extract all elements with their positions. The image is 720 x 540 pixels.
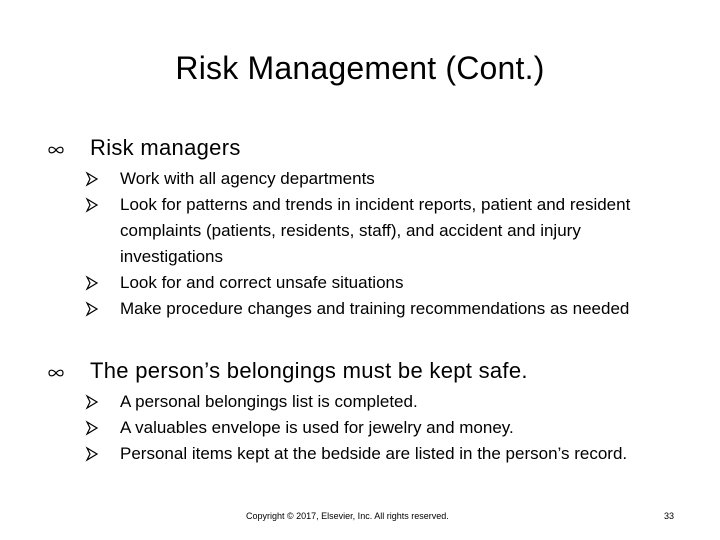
list-item (120, 192, 660, 270)
list-item (120, 166, 660, 192)
section-1-list (120, 166, 660, 322)
infinity-bullet-icon (46, 367, 66, 379)
arrowhead-bullet-icon (85, 420, 99, 436)
list-item-text: Work with all agency departments (120, 169, 375, 188)
arrowhead-bullet-icon (85, 394, 99, 410)
arrowhead-bullet-icon (85, 275, 99, 291)
list-item-text: Make procedure changes and training recommendations as needed (120, 299, 630, 318)
section-heading: The person’s belongings must be kept safe. (90, 358, 528, 383)
list-item (120, 415, 660, 441)
slide-title: Risk Management (Cont.) (175, 50, 545, 86)
list-item (120, 270, 660, 296)
list-item-text: A valuables envelope is used for jewelry and money. (120, 418, 514, 437)
section-heading: Risk managers (90, 135, 241, 160)
section-2-list (120, 389, 660, 467)
arrowhead-bullet-icon (85, 171, 99, 187)
arrowhead-bullet-icon (85, 197, 99, 213)
list-item (120, 296, 660, 322)
page-number: 33 (664, 511, 675, 521)
arrowhead-bullet-icon (85, 446, 99, 462)
list-item-text: A personal belongings list is completed. (120, 392, 418, 411)
list-item-text: Personal items kept at the bedside are listed in the person’s record. (120, 444, 628, 463)
arrowhead-bullet-icon (85, 301, 99, 317)
infinity-bullet-icon (46, 144, 66, 156)
list-item-text: Look for and correct unsafe situations (120, 273, 404, 292)
list-item-text: Look for patterns and trends in incident reports, patient and resident complaints (patients, residents, staff), and accident and injury investigations (120, 195, 631, 266)
list-item (120, 441, 660, 467)
footer-copyright: Copyright © 2017, Elsevier, Inc. All rights reserved. (246, 511, 449, 521)
list-item (120, 389, 660, 415)
